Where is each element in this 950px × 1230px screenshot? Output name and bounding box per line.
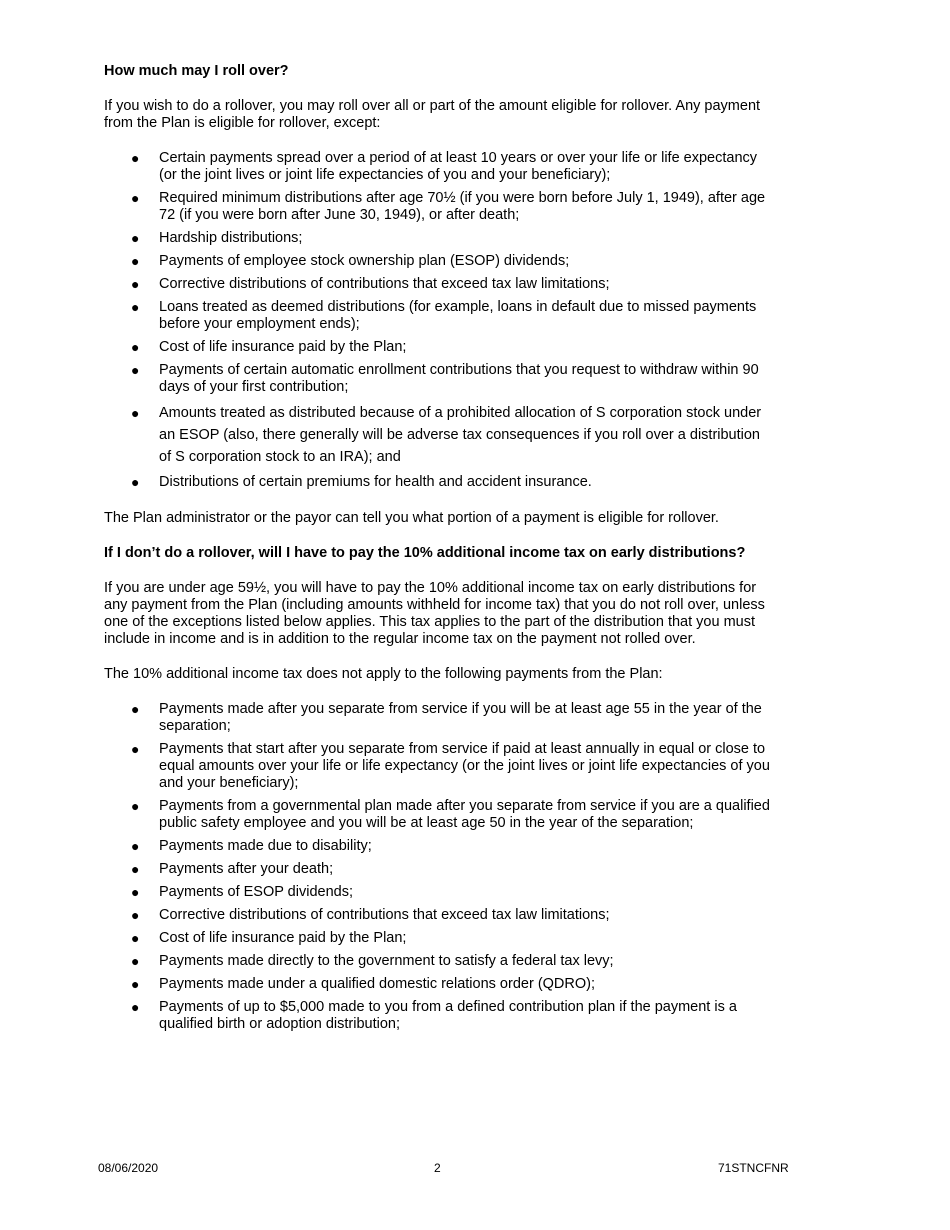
list-item: ● Certain payments spread over a period of at least 10 years or over your life or life expectancy (or the joint lives or joint life expectancies of you and your beneficiary); xyxy=(131,150,758,183)
bullet-icon: ● xyxy=(131,953,140,969)
list-item: ● Payments made under a qualified domestic relations order (QDRO); xyxy=(131,976,595,992)
list-item: ● Payments after your death; xyxy=(131,861,334,877)
list-item: ● Payments that start after you separate from service if paid at least annually in equal or close to equal amounts over your life or life expectancy (or the joint lives or joint life expectancies of you and your beneficiary); xyxy=(131,741,770,791)
bullet-icon: ● xyxy=(131,276,140,292)
bullet-icon: ● xyxy=(131,150,140,166)
list-item: ● Payments made after you separate from service if you will be at least age 55 in the year of the separation; xyxy=(131,701,762,734)
bullet-icon: ● xyxy=(131,230,140,246)
list-item: ● Required minimum distributions after age 70½ (if you were born before July 1, 1949), after age 72 (if you were born after June 30, 1949), or after death; xyxy=(131,190,766,223)
footer-date: 08/06/2020 xyxy=(98,1161,159,1175)
bullet-icon: ● xyxy=(131,299,140,315)
heading-additional-tax: If I don’t do a rollover, will I have to pay the 10% additional income tax on early distributions? xyxy=(104,545,746,561)
list-item: ● Payments of employee stock ownership plan (ESOP) dividends; xyxy=(131,253,570,269)
exceptions-intro-paragraph: The 10% additional income tax does not apply to the following payments from the Plan: xyxy=(104,666,663,682)
rollover-closing-paragraph: The Plan administrator or the payor can tell you what portion of a payment is eligible for rollover. xyxy=(104,510,719,526)
list-item: ● Payments of ESOP dividends; xyxy=(131,884,353,900)
bullet-icon: ● xyxy=(131,339,140,355)
page-content xyxy=(104,63,774,1052)
list-item: ● Distributions of certain premiums for health and accident insurance. xyxy=(131,474,592,490)
list-item: ● Payments made due to disability; xyxy=(131,838,372,854)
bullet-icon: ● xyxy=(131,362,140,378)
list-item: ● Payments of certain automatic enrollment contributions that you request to withdraw within 90 days of your first contribution; xyxy=(131,362,759,395)
bullet-icon: ● xyxy=(131,976,140,992)
list-item: ● Loans treated as deemed distributions (for example, loans in default due to missed payments before your employment ends); xyxy=(131,299,757,332)
list-item: ● Corrective distributions of contributions that exceed tax law limitations; xyxy=(131,907,610,923)
rollover-intro-paragraph: If you wish to do a rollover, you may roll over all or part of the amount eligible for rollover. Any payment from the Plan is eligible for rollover, except: xyxy=(104,98,761,131)
bullet-icon: ● xyxy=(131,474,140,490)
list-item: ● Payments made directly to the government to satisfy a federal tax levy; xyxy=(131,953,614,969)
bullet-icon: ● xyxy=(131,701,140,717)
bullet-icon: ● xyxy=(131,907,140,923)
tax-exceptions-list xyxy=(104,701,774,1033)
bullet-icon: ● xyxy=(131,253,140,269)
additional-tax-paragraph: If you are under age 59½, you will have to pay the 10% additional income tax on early distributions for any payment from the Plan (including amounts withheld for income tax) that you do not roll over, unless one of the exceptions listed below applies. This tax applies to the part of the distribution that you must include in income and is in addition to the regular income tax on the payment not rolled over. xyxy=(104,580,765,647)
bullet-icon: ● xyxy=(131,190,140,206)
footer-page-number: 2 xyxy=(434,1161,441,1175)
list-item: ● Corrective distributions of contributions that exceed tax law limitations; xyxy=(131,276,610,292)
bullet-icon: ● xyxy=(131,884,140,900)
list-item: ● Amounts treated as distributed because of a prohibited allocation of S corporation stock under an ESOP (also, there generally will be adverse tax consequences if you roll over a distribution of S corporation stock to an IRA); and xyxy=(104,402,774,468)
bullet-icon: ● xyxy=(131,798,140,814)
list-item: ● Hardship distributions; xyxy=(131,230,303,246)
footer-form-code: 71STNCFNR xyxy=(718,1161,789,1175)
bullet-icon: ● xyxy=(131,999,140,1015)
list-item: ● Payments of up to $5,000 made to you from a defined contribution plan if the payment is a qualified birth or adoption distribution; xyxy=(131,999,737,1032)
bullet-icon: ● xyxy=(131,405,140,421)
list-item: ● Cost of life insurance paid by the Plan; xyxy=(131,930,407,946)
list-item: ● Cost of life insurance paid by the Plan; xyxy=(131,339,407,355)
rollover-exceptions-list xyxy=(104,150,774,491)
bullet-icon: ● xyxy=(131,930,140,946)
list-item: ● Payments from a governmental plan made after you separate from service if you are a qualified public safety employee and you will be at least age 50 in the year of the separation; xyxy=(131,798,770,831)
bullet-icon: ● xyxy=(131,741,140,757)
heading-rollover-amount: How much may I roll over? xyxy=(104,63,289,79)
bullet-icon: ● xyxy=(131,861,140,877)
bullet-icon: ● xyxy=(131,838,140,854)
